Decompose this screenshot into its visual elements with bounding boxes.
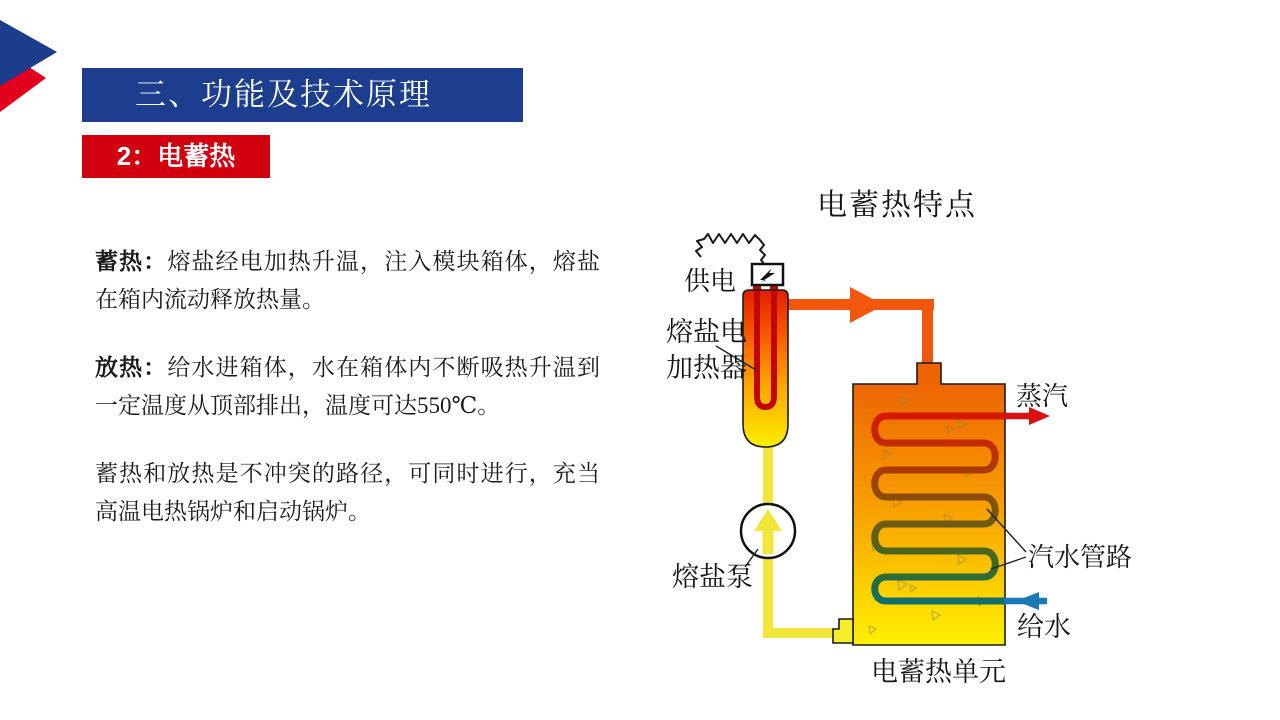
heater-cylinder: [743, 290, 788, 447]
section-title: 三、功能及技术原理: [135, 77, 432, 112]
feedwater-label: 给水: [1017, 612, 1071, 642]
tank-inlet-pipe: [922, 303, 933, 367]
paragraph-body: 蓄热和放热是不冲突的路径，可同时进行，充当高温电热锅炉和启动锅炉。: [95, 461, 600, 524]
paragraph-body: 熔盐经电加热升温，注入模块箱体，熔盐在箱内流动释放热量。: [95, 249, 601, 312]
heater-label-line2: 加热器: [666, 353, 747, 383]
pump-label: 熔盐泵: [672, 562, 753, 592]
subsection-badge: [82, 135, 270, 178]
section-banner: [82, 68, 523, 122]
molten-salt-return-pipe-horizontal: [763, 628, 838, 638]
subsection-badge-label: 2：电蓄热: [116, 141, 236, 171]
heater-label-line1: 熔盐电: [666, 317, 747, 347]
electric-heat-storage-diagram: [620, 175, 1140, 705]
diagram-title: 电蓄热特点: [817, 189, 977, 222]
power-supply-label: 供电: [684, 267, 737, 296]
feedwater-arrow: [1016, 592, 1039, 610]
supply-wire-zigzag: [696, 234, 766, 266]
steam-label: 蒸汽: [1016, 382, 1069, 411]
paragraph-lead: 蓄热：: [95, 249, 168, 274]
pipes-label: 汽水管路: [1028, 543, 1133, 572]
paragraph-body: 给水进箱体，水在箱体内不断吸热升温到一定温度从顶部排出，温度可达550℃。: [95, 355, 601, 418]
hot-pipe-arrow: [850, 287, 884, 323]
paragraph-summary: [95, 455, 600, 531]
unit-label: 电蓄热单元: [871, 657, 1006, 687]
paragraph-heat-storage: [95, 243, 600, 319]
paragraph-heat-release: [95, 349, 600, 425]
paragraph-lead: 放热：: [95, 355, 168, 380]
tank-bottom-inlet-nub: [833, 619, 853, 643]
body-text: [95, 243, 600, 561]
pump-arrow-stem: [763, 531, 774, 554]
